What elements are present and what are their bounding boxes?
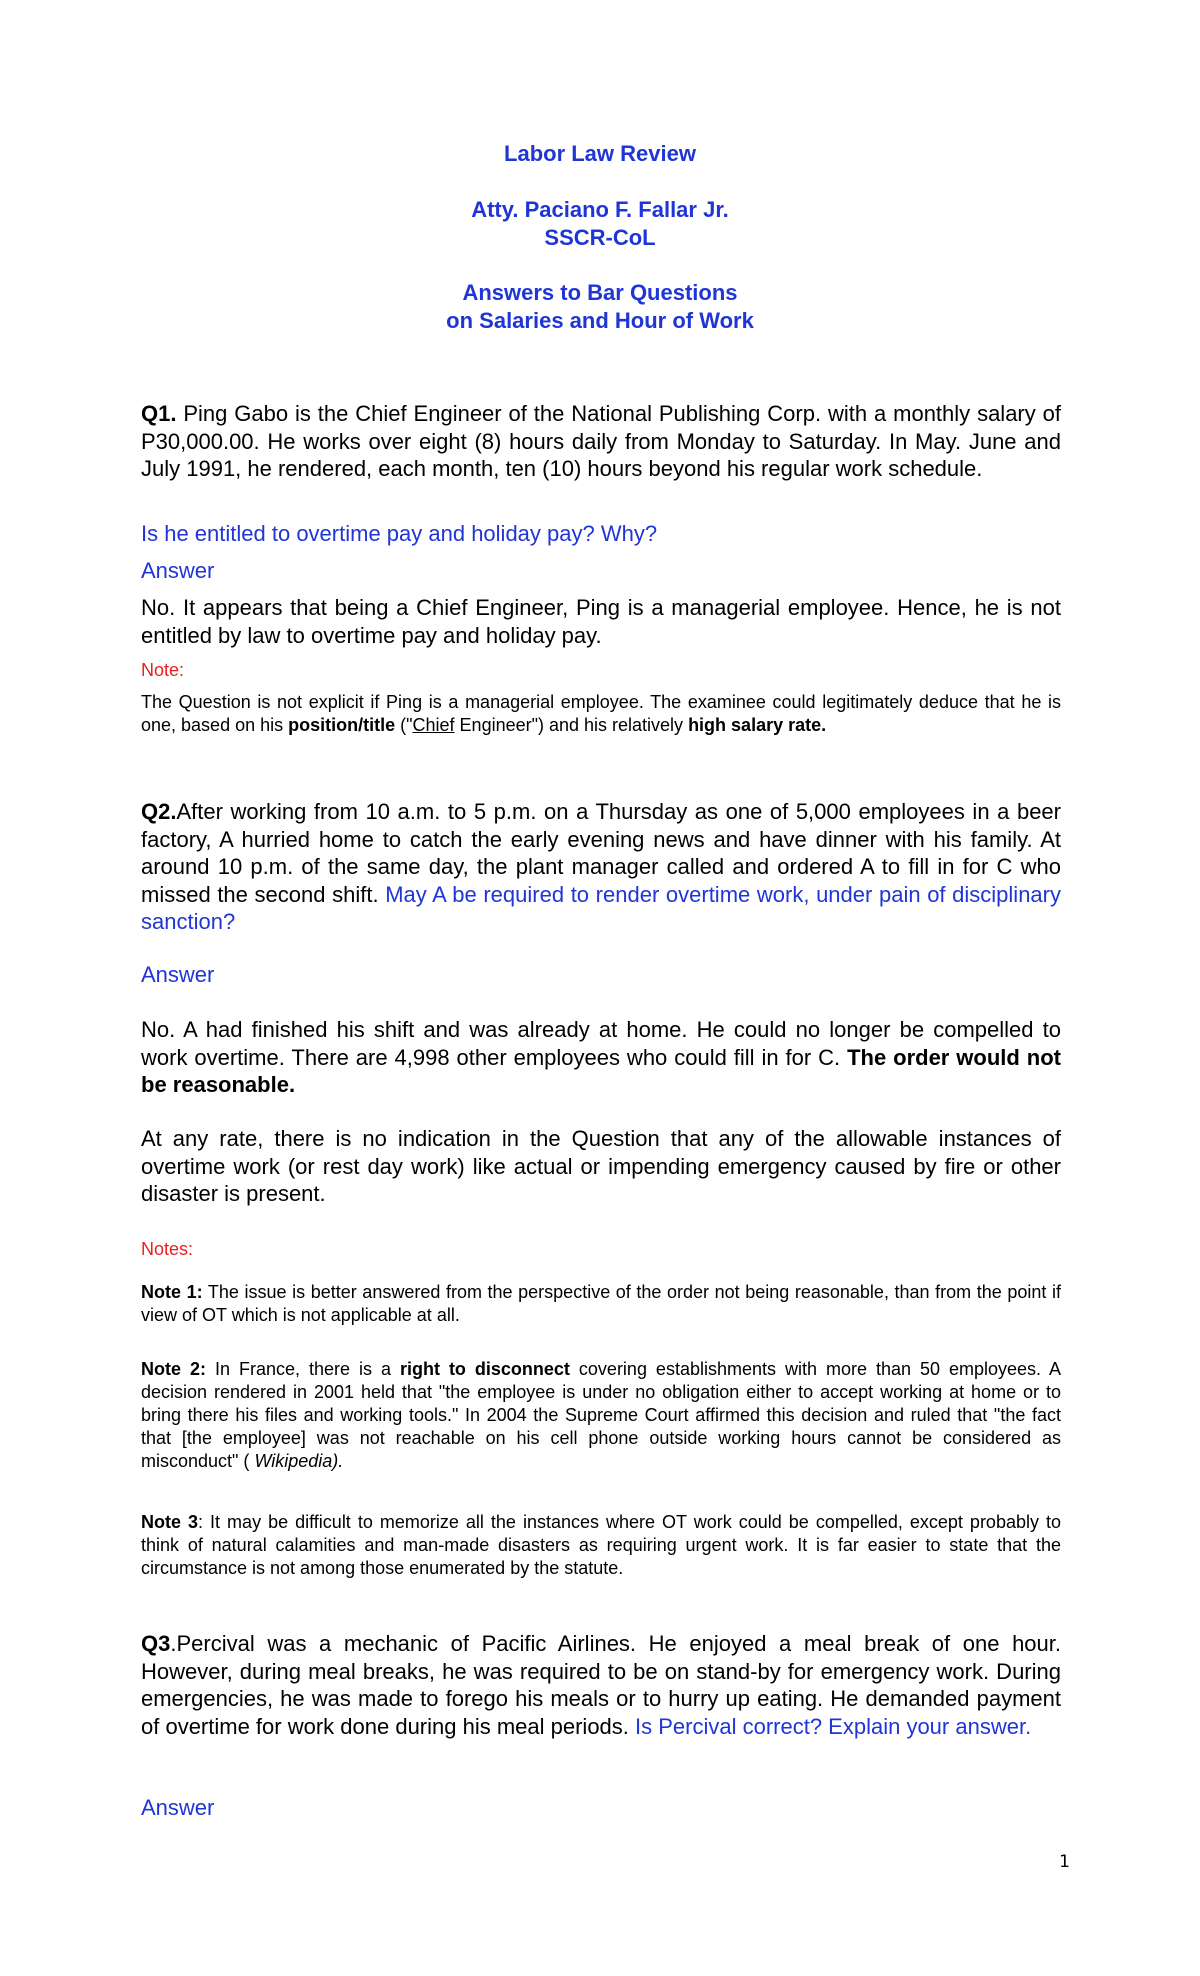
q2-note2 <box>141 1358 1061 1473</box>
q3-label: Q3 <box>141 1631 171 1656</box>
q3-body: .Percival was a mechanic of Pacific Airlines. He enjoyed a meal break of one hour. However, during meal breaks, he was required to be on stand-by for emergency work. During emergencies, he was made to forego his meals or to hurry up eating. He demanded payment of overtime for work done during his meal periods. <box>141 1631 1061 1739</box>
q1-note-text-c: (" <box>395 715 413 735</box>
school-name: SSCR-CoL <box>544 225 656 250</box>
q2-note3-text: : It may be difficult to memorize all the instances where OT work could be compelled, except probably to think of natural calamities and man-made disasters as requiring urgent work. It is far easier to state that the circumstance is not among those enumerated by the statute. <box>141 1512 1062 1578</box>
page-number: 1 <box>1059 1852 1070 1872</box>
q2-answer <box>141 1016 1061 1099</box>
q1-body: Ping Gabo is the Chief Engineer of the National Publishing Corp. with a monthly salary of P30,000.00. He works over eight (8) hours daily from Monday to Saturday. In May. June and July 1991, he rendered, each month, ten (10) hours beyond his regular work schedule. <box>141 401 1061 481</box>
q1-note-label: Note: <box>141 660 185 680</box>
q2-note3-label: Note 3 <box>141 1512 199 1532</box>
q3-question: Is Percival correct? Explain your answer. <box>635 1713 1032 1739</box>
q1-note-text-a: The Question is not explicit if Ping is a managerial employee. The examinee could legitimately deduce that he is one, based on his <box>141 692 1061 735</box>
q2-note2-label: Note 2: <box>141 1359 206 1379</box>
q1-question-text <box>141 400 1061 483</box>
q1-note-bold-salary: high salary rate. <box>688 715 827 735</box>
q2-note2-text-c: covering establishments with more than 50 employees. A decision rendered in 2001 held that "the employee is under no obligation either to accept working at home or to bring there his files and working tools." In 2004 the Supreme Court affirmed this decision and ruled that "the fact that [the employee] was not reachable on his cell phone outside working hours cannot be considered as misconduct" ( <box>141 1359 1062 1471</box>
q2-label: Q2. <box>141 799 177 824</box>
q2-question: May A be required to render overtime work, under pain of disciplinary sanction? <box>141 881 1061 934</box>
q2-note1 <box>141 1281 1061 1327</box>
author-name: Atty. Paciano F. Fallar Jr. <box>471 197 729 222</box>
q2-note2-text-a: In France, there is a <box>206 1359 400 1379</box>
q1-question: Is he entitled to overtime pay and holiday pay? Why? <box>141 521 658 546</box>
document-title-line1: Answers to Bar Questions <box>462 280 738 305</box>
q2-question-text <box>141 798 1061 936</box>
q2-notes-label: Notes: <box>141 1239 194 1259</box>
q3-question-text <box>141 1630 1061 1740</box>
q1-answer-label: Answer <box>141 558 215 583</box>
q2-note2-bold: right to disconnect <box>399 1359 570 1379</box>
q3-answer-label: Answer <box>141 1795 215 1820</box>
q2-answer-continued: At any rate, there is no indication in the Question that any of the allowable instances of overtime work (or rest day work) like actual or impending emergency caused by fire or other disaster is present. <box>141 1126 1061 1206</box>
q2-answer-text: No. A had finished his shift and was already at home. He could no longer be compelled to work overtime. There are 4,998 other employees who could fill in for C. <box>141 1017 1061 1070</box>
q2-body: After working from 10 a.m. to 5 p.m. on a Thursday as one of 5,000 employees in a beer factory, A hurried home to catch the early evening news and have dinner with his family. At around 10 p.m. of the same day, the plant manager called and ordered A to fill in for C who missed the second shift. <box>141 799 1061 907</box>
q1-label: Q1. <box>141 401 177 426</box>
document-title-line2: on Salaries and Hour of Work <box>446 308 754 333</box>
q1-note <box>141 691 1061 737</box>
q1-note-bold-title: position/title <box>288 715 396 735</box>
course-title: Labor Law Review <box>504 141 696 166</box>
q2-answer-label: Answer <box>141 962 215 987</box>
q2-note1-text: The issue is better answered from the perspective of the order not being reasonable, than from the point if view of OT which is not applicable at all. <box>141 1282 1061 1325</box>
q1-answer: No. It appears that being a Chief Engineer, Ping is a managerial employee. Hence, he is not entitled by law to overtime pay and holiday pay. <box>141 595 1061 648</box>
q2-note2-source: Wikipedia). <box>254 1451 344 1471</box>
q2-note1-label: Note 1: <box>141 1282 203 1302</box>
q1-note-underline: Chief <box>412 715 455 735</box>
q2-answer-bold: The order would not be reasonable. <box>141 1044 1061 1097</box>
q2-note3 <box>141 1511 1061 1580</box>
q1-note-text-e: Engineer") and his relatively <box>454 715 689 735</box>
